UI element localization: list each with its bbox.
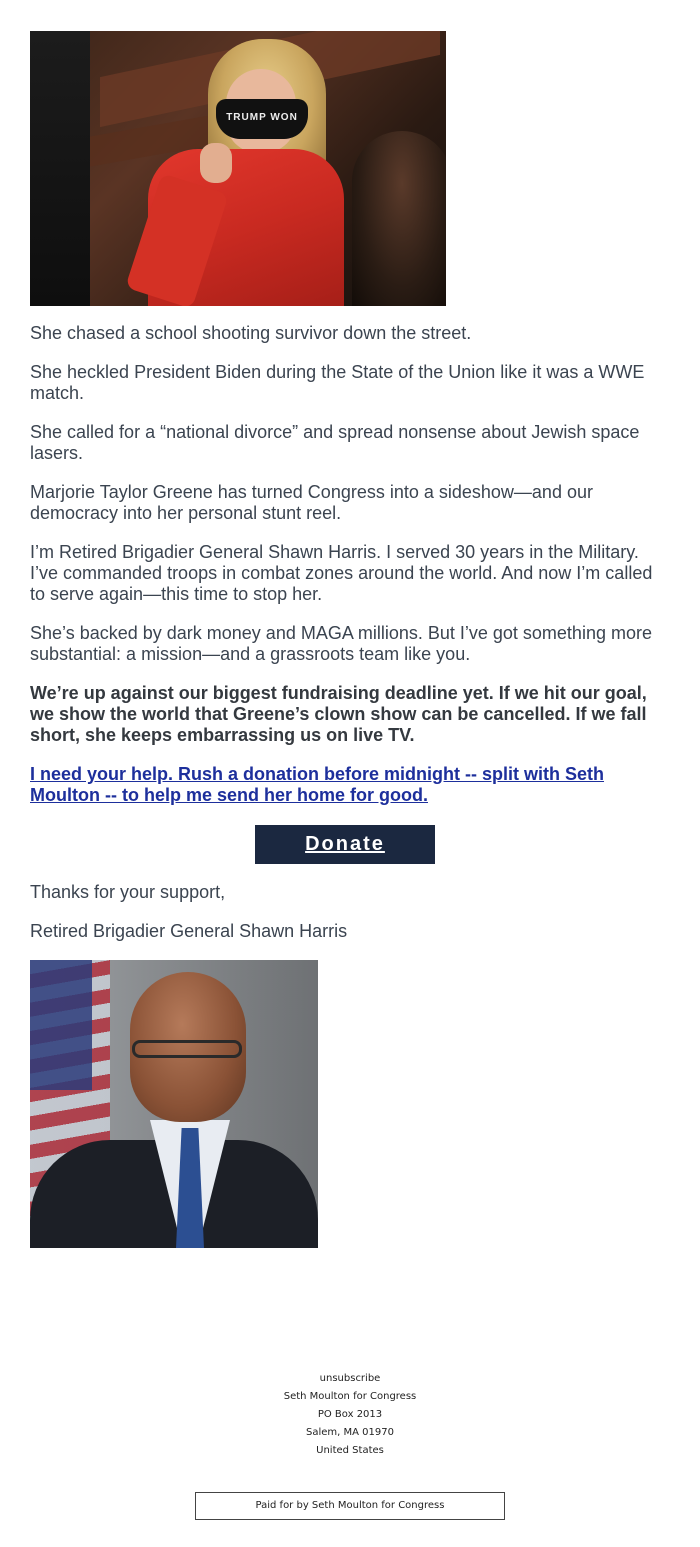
paragraph-6: She’s backed by dark money and MAGA millions. But I’ve got something more substantial: a mission—and a grassroots team like you. — [30, 623, 652, 664]
paragraph-1: She chased a school shooting survivor down the street. — [30, 323, 472, 343]
candidate-portrait — [30, 960, 318, 1248]
paragraph-5: I’m Retired Brigadier General Shawn Harris. I served 30 years in the Military. I’ve commanded troops in combat zones around the world. And now I’m called to serve again—this time to stop her. — [30, 542, 653, 604]
email-body — [30, 31, 660, 1248]
footer-country: United States — [316, 1445, 384, 1456]
paragraph-2: She heckled President Biden during the State of the Union like it was a WWE match. — [30, 362, 645, 403]
signoff: Thanks for your support, — [30, 882, 226, 902]
footer-org: Seth Moulton for Congress — [283, 1391, 417, 1402]
paragraph-4: Marjorie Taylor Greene has turned Congress into a sideshow—and our democracy into her personal stunt reel. — [30, 482, 593, 523]
hero-photo — [30, 31, 446, 306]
footer — [0, 1370, 700, 1460]
unsubscribe-link[interactable]: unsubscribe — [319, 1373, 381, 1384]
mask-text: TRUMP WON — [216, 99, 308, 139]
signature: Retired Brigadier General Shawn Harris — [30, 921, 348, 941]
donation-cta-link[interactable]: I need your help. Rush a donation before midnight -- split with Seth Moulton -- to help me send her home for good. — [30, 764, 605, 805]
deadline-paragraph: We’re up against our biggest fundraising deadline yet. If we hit our goal, we show the world that Greene’s clown show can be cancelled. If we fall short, she keeps embarrassing us on live TV. — [30, 683, 647, 745]
donate-button-row — [30, 825, 660, 864]
footer-address-2: Salem, MA 01970 — [306, 1427, 394, 1438]
footer-address-1: PO Box 2013 — [317, 1409, 383, 1420]
paid-for-disclaimer: Paid for by Seth Moulton for Congress — [195, 1492, 505, 1520]
donate-button[interactable]: Donate — [255, 825, 435, 864]
paragraph-3: She called for a “national divorce” and spread nonsense about Jewish space lasers. — [30, 422, 640, 463]
